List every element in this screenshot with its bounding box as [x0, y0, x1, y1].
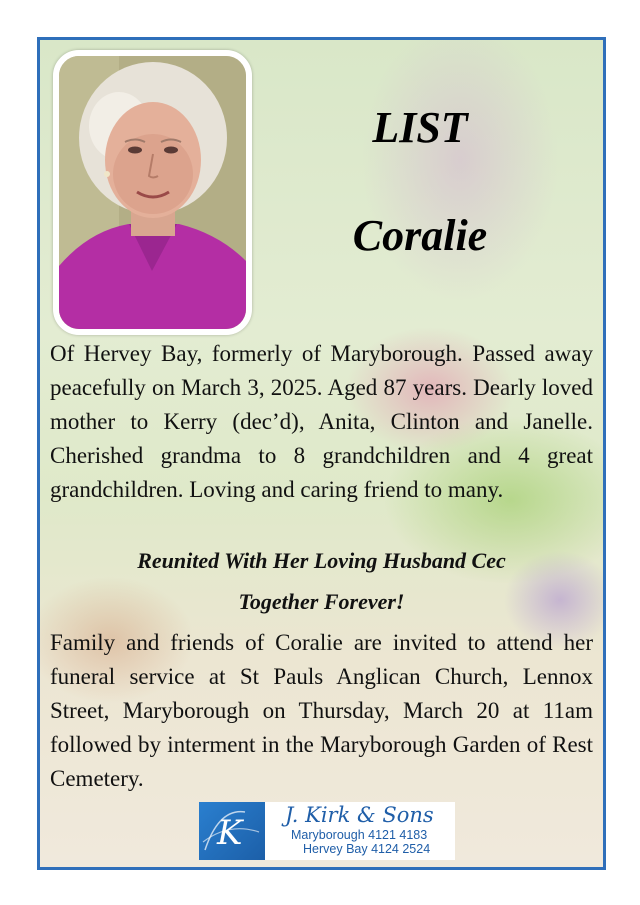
- tagline-reunited: Reunited With Her Loving Husband Cec: [137, 548, 506, 573]
- funeral-director-logo: [199, 802, 455, 860]
- notice-card: [37, 37, 606, 870]
- first-name-heading: Coralie: [352, 211, 488, 260]
- logo-business-name: J. Kirk & Sons: [285, 803, 434, 827]
- portrait-illustration: [59, 56, 246, 329]
- logo-k-icon: [199, 802, 265, 860]
- logo-mark-letter: K: [217, 813, 243, 853]
- portrait-photo: [53, 50, 252, 335]
- logo-phone-hervey-bay: Hervey Bay 4124 2524: [303, 842, 431, 856]
- surname-heading: LIST: [372, 103, 468, 152]
- tagline-together: Together Forever!: [238, 589, 405, 614]
- funeral-details-paragraph: Family and friends of Coralie are invited to attend her funeral service at St Pauls Anglican Church, Lennox Street, Maryborough on Thursday, March 20 at 11am followed by interment in the Maryborough Garden of Rest Cemetery.: [50, 630, 593, 791]
- obituary-paragraph: Of Hervey Bay, formerly of Maryborough. Passed away peacefully on March 3, 2025. Aged 87 years. Dearly loved mother to Kerry (dec’d), Anita, Clinton and Janelle. Cherished grandma to 8 grandchildren and 4 great grandchildren. Loving and caring friend to many.: [50, 341, 593, 502]
- logo-phone-maryborough: Maryborough 4121 4183: [291, 828, 428, 842]
